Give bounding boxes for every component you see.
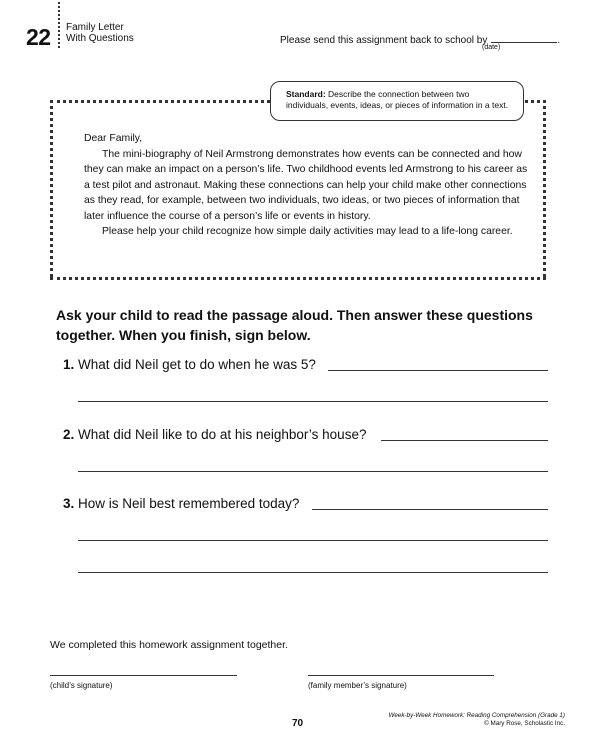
return-text: Please send this assignment back to school by bbox=[280, 35, 488, 46]
question-2 bbox=[63, 427, 366, 442]
letter-paragraph-1: The mini-biography of Neil Armstrong demonstrates how events can be connected and how they can make an impact on a person’s life. Two childhood events led Armstrong to his career as a test pilot and astronaut. Making these connections can help your child make other connections as they read, for example, between two individuals, two ideas, or two pieces of information that later influence the course of a person’s life or events in history. bbox=[84, 148, 528, 222]
question-3-number: 3. bbox=[63, 496, 75, 511]
child-signature-label: (child’s signature) bbox=[50, 681, 113, 690]
question-2-text: What did Neil like to do at his neighbor’s house? bbox=[78, 427, 367, 442]
return-suffix: . bbox=[557, 35, 561, 46]
answer-3-line-c[interactable] bbox=[78, 572, 548, 573]
letter-frame-right bbox=[543, 100, 546, 277]
family-letter bbox=[84, 131, 530, 240]
instructions: Ask your child to read the passage aloud. Then answer these questions together. When you finish, sign below. bbox=[56, 307, 533, 343]
credit-line-1: Week-by-Week Homework: Reading Comprehension (Grade 1) bbox=[388, 712, 565, 719]
family-signature-line[interactable] bbox=[308, 675, 494, 676]
standard-text: Describe the connection between two individuals, events, ideas, or pieces of information in a text. bbox=[286, 89, 509, 110]
header-divider bbox=[58, 2, 60, 48]
standard-label: Standard: bbox=[286, 89, 326, 99]
answer-2-line-a[interactable] bbox=[381, 440, 548, 441]
question-1-number: 1. bbox=[63, 357, 75, 372]
date-label: (date) bbox=[482, 44, 501, 51]
return-instruction bbox=[280, 33, 560, 46]
page-number: 70 bbox=[292, 718, 304, 729]
question-3 bbox=[63, 496, 299, 511]
answer-1-line-b[interactable] bbox=[78, 401, 548, 402]
letter-frame-left bbox=[50, 100, 53, 277]
letter-greeting: Dear Family, bbox=[84, 133, 143, 144]
question-2-number: 2. bbox=[63, 427, 75, 442]
completed-statement: We completed this homework assignment together. bbox=[50, 639, 288, 651]
answer-3-line-b[interactable] bbox=[78, 540, 548, 541]
date-blank[interactable] bbox=[491, 33, 557, 43]
question-1 bbox=[63, 357, 316, 372]
letter-paragraph-2: Please help your child recognize how simple daily activities may lead to a life-long career. bbox=[102, 226, 513, 237]
family-signature-label: (family member’s signature) bbox=[308, 681, 407, 690]
lesson-title-line2: With Questions bbox=[66, 33, 134, 44]
standard-callout bbox=[270, 81, 524, 121]
question-1-text: What did Neil get to do when he was 5? bbox=[78, 357, 316, 372]
credit-line-2: © Mary Rose, Scholastic Inc. bbox=[484, 720, 565, 727]
question-3-text: How is Neil best remembered today? bbox=[78, 496, 300, 511]
lesson-title bbox=[66, 22, 134, 44]
lesson-number: 22 bbox=[26, 24, 51, 50]
lesson-title-line1: Family Letter bbox=[66, 22, 124, 33]
answer-1-line-a[interactable] bbox=[328, 370, 548, 371]
child-signature-line[interactable] bbox=[50, 675, 237, 676]
credit bbox=[380, 712, 565, 728]
answer-3-line-a[interactable] bbox=[312, 509, 548, 510]
answer-2-line-b[interactable] bbox=[78, 471, 548, 472]
